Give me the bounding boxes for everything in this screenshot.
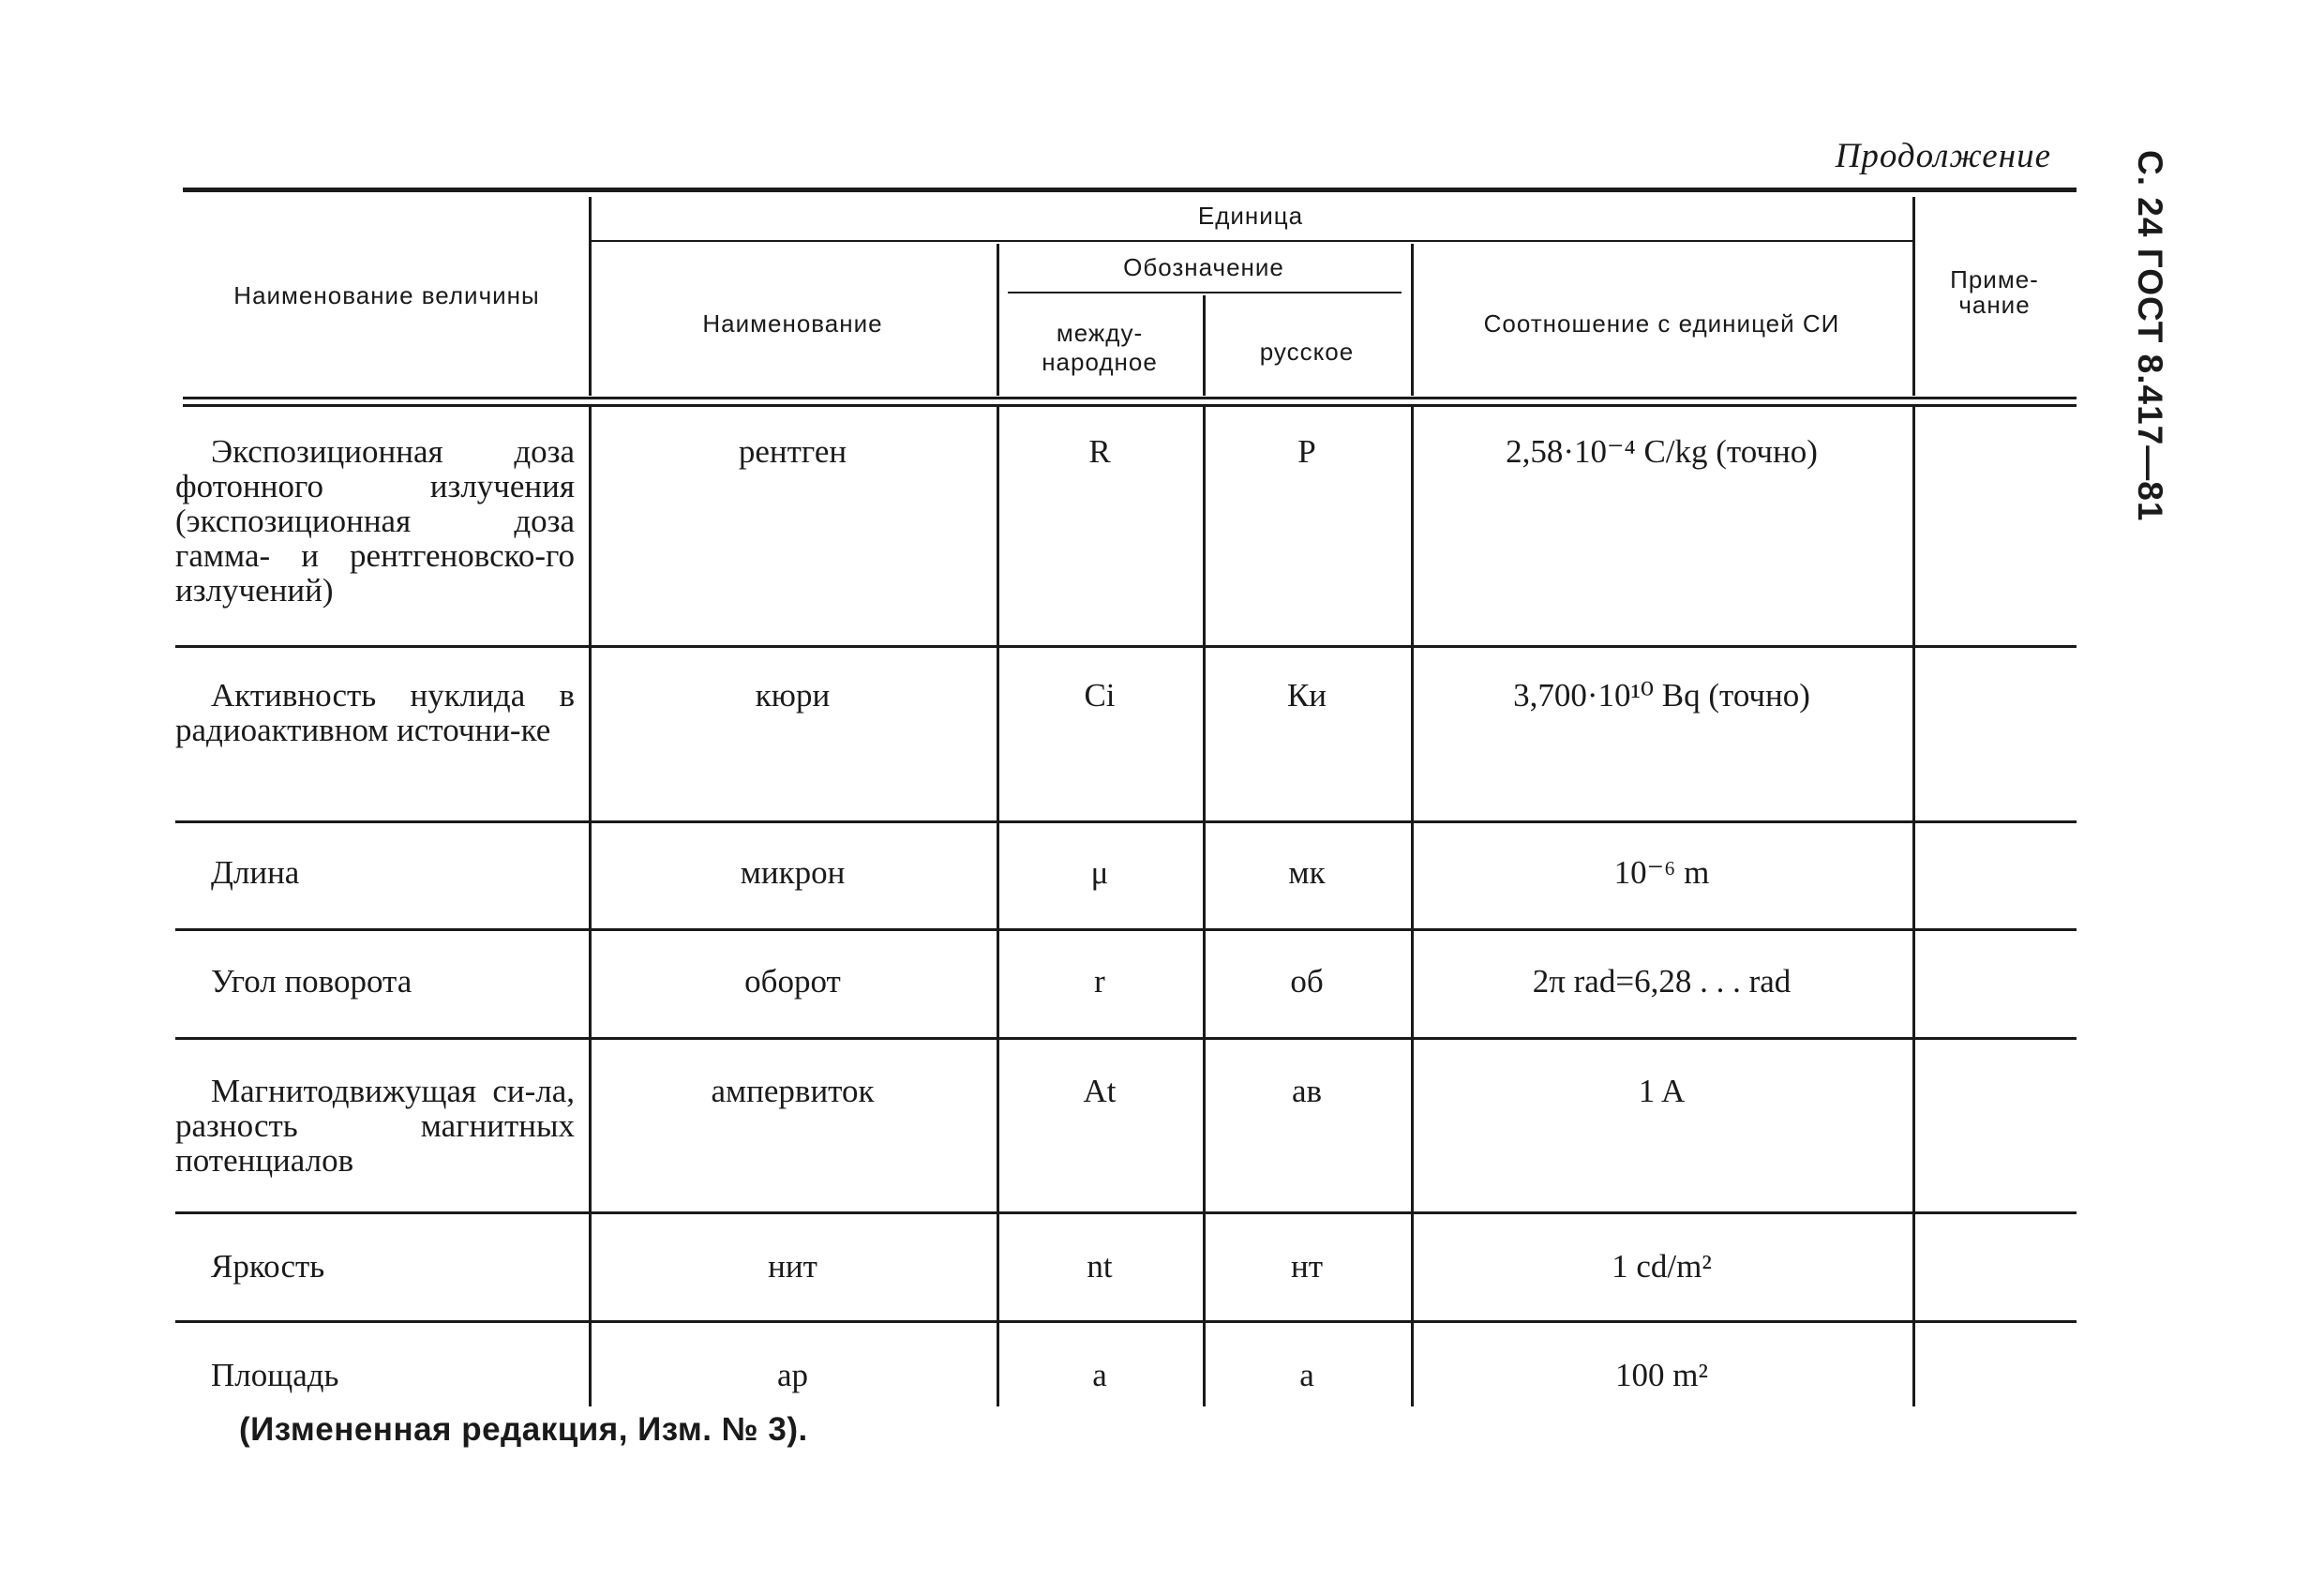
row-0-russian: Р xyxy=(1297,433,1316,470)
header-bottom-rule xyxy=(183,397,2077,399)
row-3-si-relation: 2π rad=6,28 . . . rad xyxy=(1532,963,1792,1000)
row-2-unit-name: микрон xyxy=(740,854,846,891)
continuation-label: Продолжение xyxy=(1835,137,2051,175)
row-0-unit-name: рентген xyxy=(738,433,847,470)
body-vline xyxy=(1912,407,1915,1406)
row-1-unit-name: кюри xyxy=(755,677,831,714)
row-4-russian: ав xyxy=(1291,1073,1323,1109)
row-5-unit-name: нит xyxy=(768,1248,817,1285)
header-note: Приме- чание xyxy=(1950,265,2039,320)
revision-footnote: (Измененная редакция, Изм. № 3). xyxy=(239,1411,808,1448)
row-6-si-relation: 100 m² xyxy=(1615,1357,1708,1393)
row-separator xyxy=(175,928,2077,931)
header-designation: Обозначение xyxy=(1123,253,1284,281)
row-5-international: nt xyxy=(1087,1248,1113,1285)
header-quantity-name: Наименование величины xyxy=(233,281,540,309)
row-5-si-relation: 1 cd/m² xyxy=(1612,1248,1712,1285)
row-6-quantity: Площадь xyxy=(211,1357,339,1393)
units-table xyxy=(175,188,2077,1406)
row-separator xyxy=(175,645,2077,648)
header-international: между- народное xyxy=(1042,319,1158,377)
row-6-russian: а xyxy=(1299,1357,1314,1393)
row-2-si-relation: 10⁻⁶ m xyxy=(1613,854,1710,891)
header-russian: русское xyxy=(1259,338,1355,366)
row-3-unit-name: оборот xyxy=(744,963,841,1000)
row-1-russian: Ки xyxy=(1286,677,1327,714)
row-2-russian: мк xyxy=(1288,854,1326,891)
table-top-rule xyxy=(183,188,2077,192)
row-5-quantity: Яркость xyxy=(211,1248,325,1285)
header-bottom-rule xyxy=(183,404,2077,407)
row-3-russian: об xyxy=(1290,963,1324,1000)
row-1-si-relation: 3,700·10¹⁰ Bq (точно) xyxy=(1513,677,1810,714)
row-2-international: μ xyxy=(1090,854,1109,891)
row-4-unit-name: ампервиток xyxy=(711,1073,875,1109)
row-separator xyxy=(175,1211,2077,1214)
row-separator xyxy=(175,1320,2077,1323)
row-3-international: r xyxy=(1094,963,1105,1000)
row-6-unit-name: ар xyxy=(776,1357,809,1393)
row-6-international: a xyxy=(1092,1357,1107,1393)
row-1-international: Ci xyxy=(1084,677,1116,714)
row-separator xyxy=(175,1037,2077,1040)
row-4-si-relation: 1 A xyxy=(1638,1073,1686,1109)
row-2-quantity: Длина xyxy=(211,854,300,891)
header-hline xyxy=(589,240,1912,242)
row-5-russian: нт xyxy=(1290,1248,1324,1285)
row-separator xyxy=(175,820,2077,823)
header-unit: Единица xyxy=(1197,202,1304,230)
header-si-relation: Соотношение с единицей СИ xyxy=(1483,309,1840,338)
row-4-international: At xyxy=(1083,1073,1117,1109)
header-unit-name: Наименование xyxy=(702,309,883,338)
row-0-international: R xyxy=(1088,433,1111,470)
row-0-quantity: Экспозиционная доза фотонного излучения (экспозиционная доза гамма- и рентгеновско-го излучений) xyxy=(175,433,575,609)
row-1-quantity: Активность нуклида в радиоактивном источни-ке xyxy=(175,677,575,748)
row-4-quantity: Магнитодвижущая си-ла, разность магнитных потенциалов xyxy=(175,1073,575,1179)
row-0-si-relation: 2,58·10⁻⁴ C/kg (точно) xyxy=(1506,433,1818,470)
row-3-quantity: Угол поворота xyxy=(211,963,412,1000)
header-hline xyxy=(1008,292,1402,293)
page-code: С. 24 ГОСТ 8.417—81 xyxy=(2131,150,2169,522)
